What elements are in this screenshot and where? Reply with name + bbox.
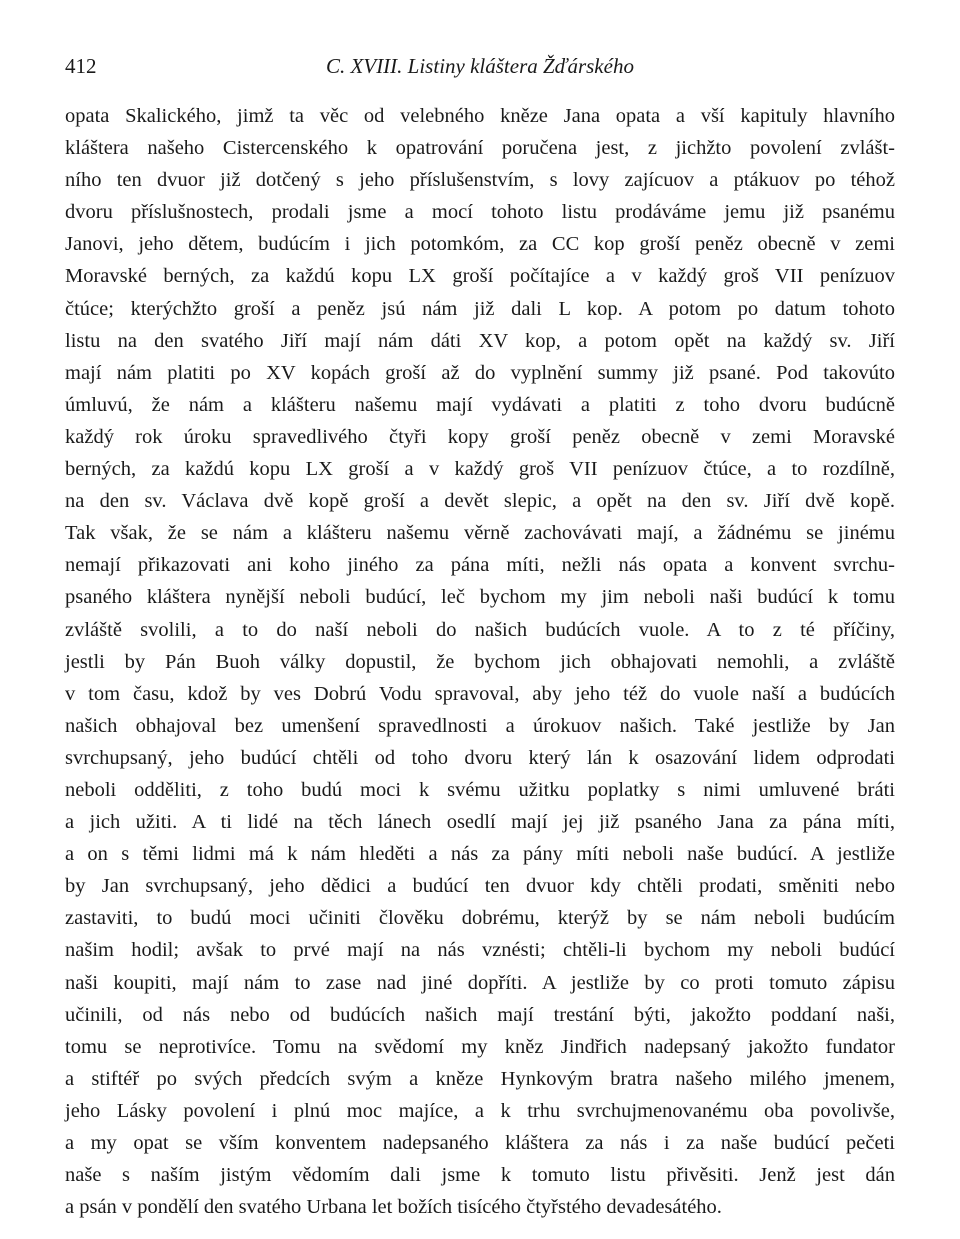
text-line: neboli odděliti, z toho budú moci k svému užitku poplatky s nimi umluvené bráti (65, 778, 895, 801)
text-line: kláštera našeho Cistercenského k opatrování poručena jest, z jichžto povolení zvlášt- (65, 137, 895, 160)
text-line: nemají přikazovati ani koho jiného za pána míti, nežli nás opata a konvent svrchu- (65, 554, 895, 577)
text-line: našich obhajoval bez umenšení spravedlnosti a úrokuov našich. Také jestliže by Jan (65, 714, 895, 737)
text-line: a jich užiti. A ti lidé na těch lánech osedlí mají jej již psaného Jana za pána míti, (65, 811, 895, 834)
text-line: dvoru příslušnostech, prodali jsme a mocí tohoto listu prodáváme jemu již psanému (65, 201, 895, 224)
text-line: naši koupiti, mají nám to zase nad jiné dopříti. A jestliže by co proti tomuto zápisu (65, 971, 895, 994)
text-line: a stiftéř po svých předcích svým a kněze Hynkovým bratra našeho milého jmenem, (65, 1067, 895, 1090)
text-line: by Jan svrchupsaný, jeho dědici a budúcí ten dvuor kdy chtěli prodati, směniti nebo (65, 875, 895, 898)
text-line: a on s těmi lidmi má k nám hleděti a nás za pány míti neboli naše budúcí. A jestliže (65, 843, 895, 866)
text-line-last: a psán v pondělí den svatého Urbana let božích tisícého čtyřstého devadesátého. (65, 1196, 722, 1219)
body-text (65, 100, 895, 1223)
text-line: čtúce; kterýchžto groší a peněz jsú nám již dali L kop. A potom po datum tohoto (65, 297, 895, 320)
text-line: Tak však, že se nám a klášteru našemu věrně zachovávati mají, a žádnému se jinému (65, 522, 895, 545)
text-line: zastaviti, to budú moci učiniti člověku dobrému, kterýž by se nám neboli budúcím (65, 907, 895, 930)
text-line: Moravské berných, za každú kopu LX groší počítajíce a v každý groš VII penízuov (65, 265, 895, 288)
text-line: svrchupsaný, jeho budúcí chtěli od toho dvoru který lán k osazování lidem odprodati (65, 746, 895, 769)
text-line: našim hodil; avšak to prvé mají na nás vznésti; chtěli-li bychom my neboli budúcí (65, 939, 895, 962)
text-line: jestli by Pán Buoh války dopustil, že bychom jich obhajovati nemohli, a zvláště (65, 650, 895, 673)
text-line: v tom času, kdož by ves Dobrú Vodu spravoval, aby jeho též do vuole naší a budúcích (65, 682, 895, 705)
text-line: listu na den svatého Jiří mají nám dáti XV kop, a potom opět na každý sv. Jiří (65, 329, 895, 352)
text-line: psaného kláštera nynější neboli budúcí, leč bychom my jim neboli naši budúcí k tomu (65, 586, 895, 609)
text-line: Janovi, jeho dětem, budúcím i jich potomkóm, za CC kop groší peněz obecně v zemi (65, 233, 895, 256)
running-title: C. XVIII. Listiny kláštera Žďárského (326, 54, 634, 78)
page-number: 412 (65, 54, 97, 78)
text-line: učinili, od nás nebo od budúcích našich mají trestání býti, jakožto poddaní naši, (65, 1003, 895, 1026)
text-line: ního ten dvuor již dotčený s jeho příslušenstvím, s lovy zajícuov a ptákuov po téhož (65, 169, 895, 192)
text-line: každý rok úroku spravedlivého čtyři kopy groší peněz obecně v zemi Moravské (65, 425, 895, 448)
text-line: berných, za každú kopu LX groší a v každý groš VII penízuov čtúce, a to rozdílně, (65, 458, 895, 481)
text-line: naše s naším jistým vědomím dali jsme k tomuto listu přivěsiti. Jenž jest dán (65, 1164, 895, 1187)
text-line: a my opat se vším konventem nadepsaného kláštera za nás i za naše budúcí pečeti (65, 1132, 895, 1154)
text-line: na den sv. Václava dvě kopě groší a devět slepic, a opět na den sv. Jiří dvě kopě. (65, 490, 895, 513)
text-line: zvláště svolili, a to do naší neboli do našich budúcích vuole. A to z té příčiny, (65, 618, 895, 641)
text-line: úmluvú, že nám a klášteru našemu mají vydávati a platiti z toho dvoru budúcně (65, 393, 895, 416)
text-line: mají nám platiti po XV kopách groší až do vyplnění summy již psané. Pod takovúto (65, 361, 895, 384)
text-line: jeho Lásky povolení i plnú moc majíce, a k trhu svrchujmenovanému oba povolivše, (65, 1099, 895, 1122)
page-header (65, 54, 895, 84)
text-line: tomu se neprotivíce. Tomu na svědomí my kněz Jindřich nadepsaný jakožto fundator (65, 1035, 895, 1058)
text-line: opata Skalického, jimž ta věc od velebného kněze Jana opata a vší kapituly hlavního (65, 105, 895, 127)
